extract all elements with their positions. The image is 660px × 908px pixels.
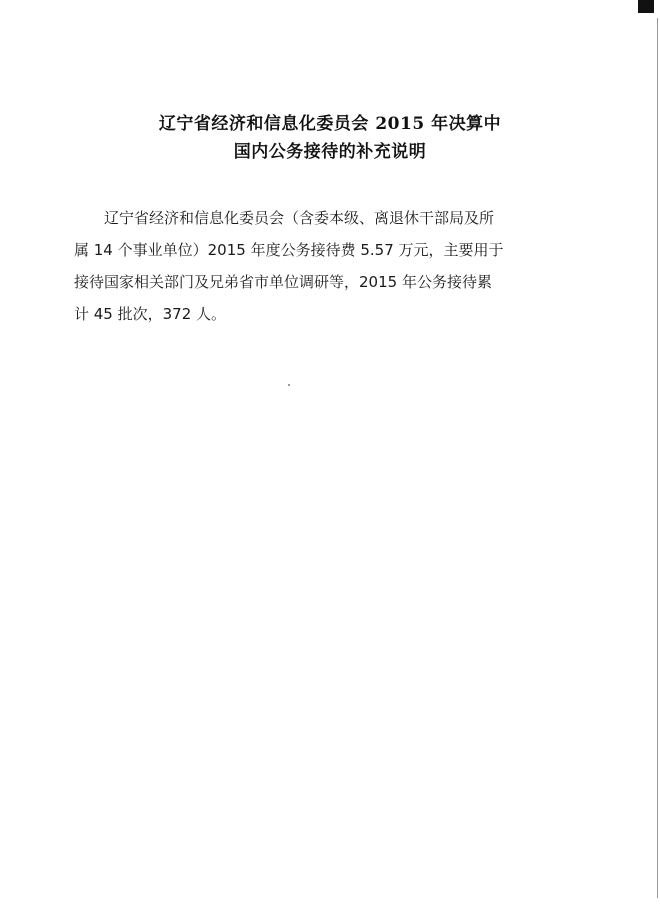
document-title-line-1: 辽宁省经济和信息化委员会 2015 年决算中 xyxy=(158,114,502,134)
scan-corner-mark xyxy=(638,0,654,13)
paragraph-line-2: 属 14 个事业单位）2015 年度公务接待费 5.57 万元，主要用于 xyxy=(74,241,504,259)
document-title-line-2: 国内公务接待的补充说明 xyxy=(233,142,427,162)
paragraph-line-3: 接待国家相关部门及兄弟省市单位调研等，2015 年公务接待累 xyxy=(74,273,492,291)
paragraph-line-4: 计 45 批次，372 人。 xyxy=(74,305,227,323)
scan-speck xyxy=(288,384,290,386)
document-body-paragraph xyxy=(74,202,594,330)
paragraph-line-1: 辽宁省经济和信息化委员会（含委本级、离退休干部局及所 xyxy=(104,209,495,227)
